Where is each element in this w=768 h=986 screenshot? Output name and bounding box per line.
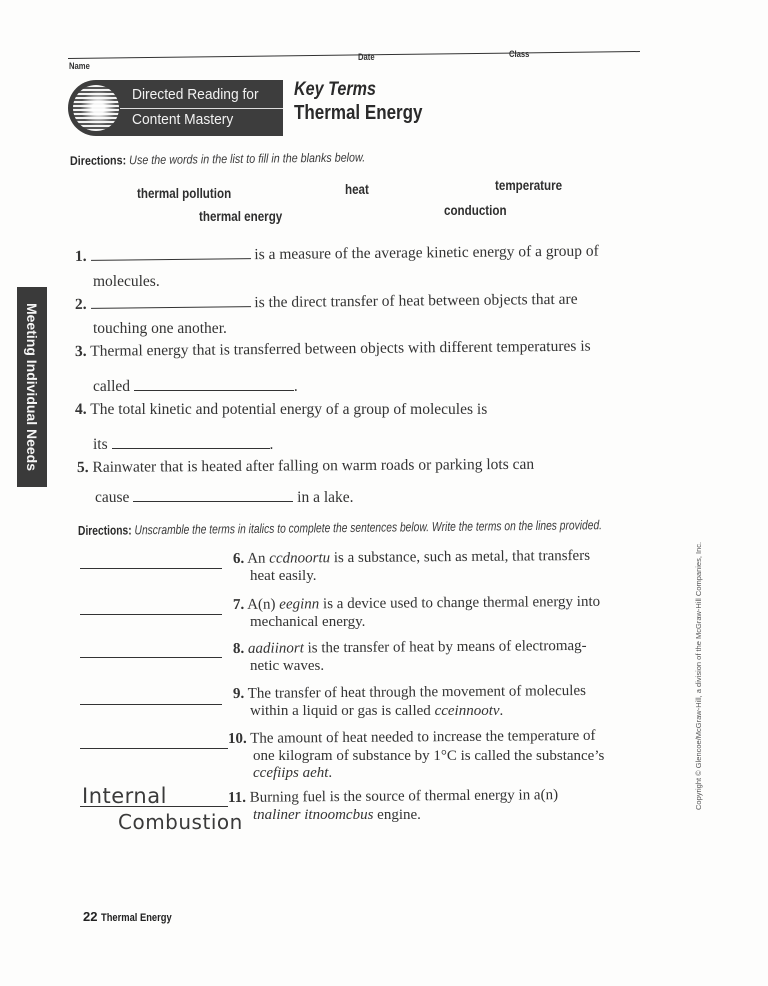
question-1: 1. is a measure of the average kinetic energy of a group of: [74, 242, 599, 265]
scrambled-term: cceinnootv: [434, 703, 500, 719]
scrambled-term: aadiinort: [247, 640, 304, 657]
scrambled-term: eeginn: [279, 596, 320, 613]
handwritten-answer-line2: Combustion: [118, 810, 243, 834]
directions-text: Use the words in the list to fill in the blanks below.: [129, 150, 366, 168]
question-1-cont: molecules.: [93, 273, 160, 290]
side-tab-label: Meeting Individual Needs: [24, 302, 40, 472]
question-11: 11. Burning fuel is the source of thermal energy in a(n) tnaliner itnoomcbus engine.: [227, 787, 559, 823]
answer-blank-3[interactable]: [134, 389, 294, 391]
class-label: Class: [509, 49, 530, 59]
date-label: Date: [358, 52, 375, 62]
word-bank-item: temperature: [495, 178, 563, 193]
question-4-cont: its .: [93, 436, 274, 453]
question-4: 4. The total kinetic and potential energy of a group of molecules is: [75, 401, 488, 418]
directions-label: Directions:: [77, 522, 132, 538]
scrambled-term: ccefiips aeht: [253, 765, 329, 781]
question-5: 5. Rainwater that is heated after falling on warm roads or parking lots can: [76, 455, 535, 476]
question-7: 7. A(n) eeginn is a device used to change thermal energy into mechanical energy.: [232, 593, 601, 630]
directions-text: Unscramble the terms in italics to complete the sentences below. Write the terms on the lines provided.: [134, 517, 603, 538]
question-3: 3. Thermal energy that is transferred between objects with different temperatures is: [74, 337, 591, 360]
answer-line-9[interactable]: [80, 704, 222, 705]
answer-line-6[interactable]: [80, 568, 222, 569]
question-9: 9. The transfer of heat through the movement of molecules within a liquid or gas is called cceinnootv.: [232, 682, 587, 719]
answer-blank-4[interactable]: [112, 447, 270, 449]
answer-line-10[interactable]: [80, 748, 228, 749]
page-subtitle: Thermal Energy: [294, 102, 423, 124]
striped-globe-icon: [73, 85, 119, 131]
directions-2: [78, 517, 602, 538]
scrambled-term: tnaliner itnoomcbus: [253, 807, 374, 823]
chapter-title: Thermal Energy: [100, 912, 172, 924]
copyright-notice: Copyright © Glencoe/McGraw-Hill, a division of the McGraw-Hill Companies, Inc.: [694, 541, 703, 810]
name-date-class-line[interactable]: [68, 51, 640, 59]
answer-line-8[interactable]: [80, 657, 222, 658]
banner-line1: Directed Reading for: [132, 86, 259, 103]
question-3-cont: called .: [93, 378, 298, 395]
word-bank-item: heat: [345, 182, 369, 197]
side-tab: [17, 287, 47, 487]
answer-blank-5[interactable]: [133, 500, 293, 502]
answer-blank-1[interactable]: [91, 257, 251, 261]
question-8: 8. aadiinort is the transfer of heat by means of electromag- netic waves.: [232, 637, 587, 674]
question-10: 10. The amount of heat needed to increase the temperature of one kilogram of substance by 1°C is called the substance’s ccefiips aeht.: [227, 727, 605, 781]
banner-divider: [120, 108, 283, 109]
question-2-cont: touching one another.: [93, 320, 227, 337]
banner-line2: Content Mastery: [132, 111, 234, 128]
page-title: Key Terms: [294, 79, 376, 100]
directions-label: Directions:: [69, 153, 127, 168]
answer-blank-2[interactable]: [91, 305, 251, 309]
directed-reading-banner: [68, 80, 283, 136]
word-bank-item: thermal pollution: [137, 186, 232, 201]
directions-1: [70, 150, 365, 168]
name-label: Name: [69, 61, 90, 71]
question-5-cont: cause in a lake.: [95, 489, 354, 506]
handwritten-answer-line1: Internal: [82, 784, 167, 808]
word-bank-item: conduction: [444, 203, 507, 218]
answer-line-7[interactable]: [80, 614, 222, 615]
page-footer: [83, 909, 184, 924]
page-number: 22: [83, 909, 98, 924]
question-6: 6. An ccdnoortu is a substance, such as metal, that transfers heat easily.: [232, 547, 591, 584]
scrambled-term: ccdnoortu: [269, 550, 331, 567]
question-2: 2. is the direct transfer of heat between objects that are: [74, 290, 578, 313]
word-bank-item: thermal energy: [199, 209, 283, 224]
